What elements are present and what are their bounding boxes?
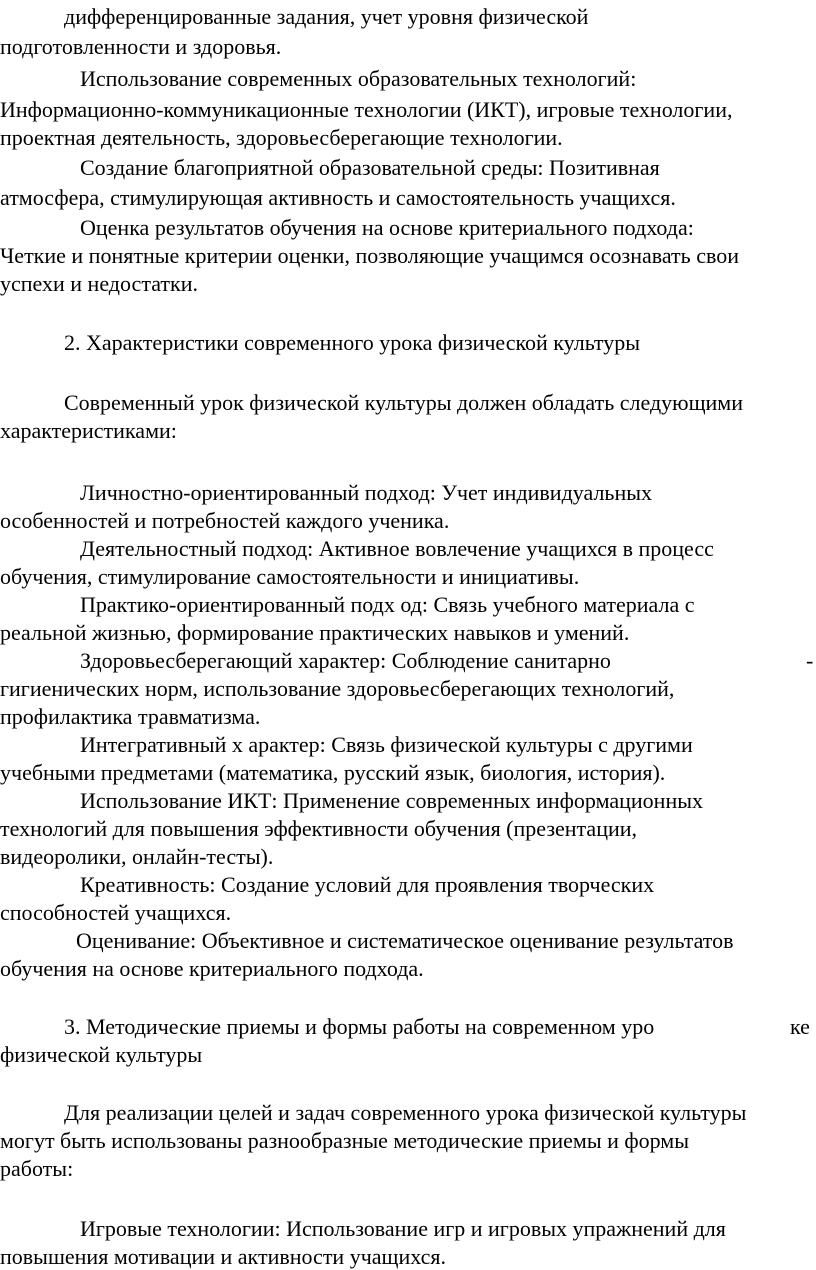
text-line: Оценивание: Объективное и систематическое оценивание результатов [76,928,734,953]
section-heading: физической культуры [0,1042,203,1067]
text-line: Создание благоприятной образовательной среды: Позитивная [80,155,660,180]
text-line: - [806,648,814,673]
text-line: видеоролики, онлайн-тесты). [0,844,274,869]
text-line: Личностно-ориентированный подход: Учет индивидуальных [80,480,653,505]
section-heading: ке [790,1014,810,1039]
section-heading: 2. Характеристики современного урока физической культуры [64,330,640,355]
text-line: проектная деятельность, здоровьесберегающие технологии. [0,125,563,150]
text-line: Практико-ориентированный подх од: Связь учебного материала с [80,592,695,617]
text-line: гигиенических норм, использование здоровьесберегающих технологий, [0,676,675,701]
text-line: обучения, стимулирование самостоятельности и инициативы. [0,564,580,589]
text-line: могут быть использованы разнообразные методические приемы и формы [0,1128,690,1153]
section-heading: 3. Методические приемы и формы работы на современном уро [64,1014,655,1039]
text-line: учебными предметами (математика, русский язык, биология, история). [0,760,666,785]
text-line: Информационно-коммуникационные технологии (ИКТ), игровые технологии, [0,97,733,122]
text-line: Для реализации целей и задач современного урока физической культуры [64,1100,747,1125]
text-line: профилактика травматизма. [0,704,261,729]
text-line: Оценка результатов обучения на основе критериального подхода: [80,215,694,240]
text-line: атмосфера, стимулирующая активность и самостоятельность учащихся. [0,185,676,210]
text-line: реальной жизнью, формирование практических навыков и умений. [0,620,630,645]
text-line: Игровые технологии: Использование игр и игровых упражнений для [80,1216,726,1241]
text-line: Четкие и понятные критерии оценки, позволяющие учащимся осознавать свои [0,243,739,268]
text-line: Использование современных образовательных технологий: [80,66,637,91]
text-line: способностей учащихся. [0,900,232,925]
text-line: Использование ИКТ: Применение современных информационных [80,788,704,813]
text-line: Интегративный х арактер: Связь физической культуры с другими [80,732,693,757]
text-line: обучения на основе критериального подхода. [0,956,424,981]
text-line: Здоровьесберегающий характер: Соблюдение санитарно [80,648,611,673]
text-line: особенностей и потребностей каждого ученика. [0,508,450,533]
text-line: успехи и недостатки. [0,271,198,296]
text-line: работы: [0,1156,74,1181]
text-line: дифференцированные задания, учет уровня физической [64,4,589,29]
text-line: повышения мотивации и активности учащихся. [0,1244,446,1269]
text-line: подготовленности и здоровья. [0,34,282,59]
text-line: характеристиками: [0,418,177,443]
text-line: Деятельностный подход: Активное вовлечение учащихся в процесс [80,536,714,561]
text-line: технологий для повышения эффективности обучения (презентации, [0,816,638,841]
text-line: Креативность: Создание условий для проявления творческих [80,872,655,897]
text-line: Современный урок физической культуры должен обладать следующими [64,390,743,415]
